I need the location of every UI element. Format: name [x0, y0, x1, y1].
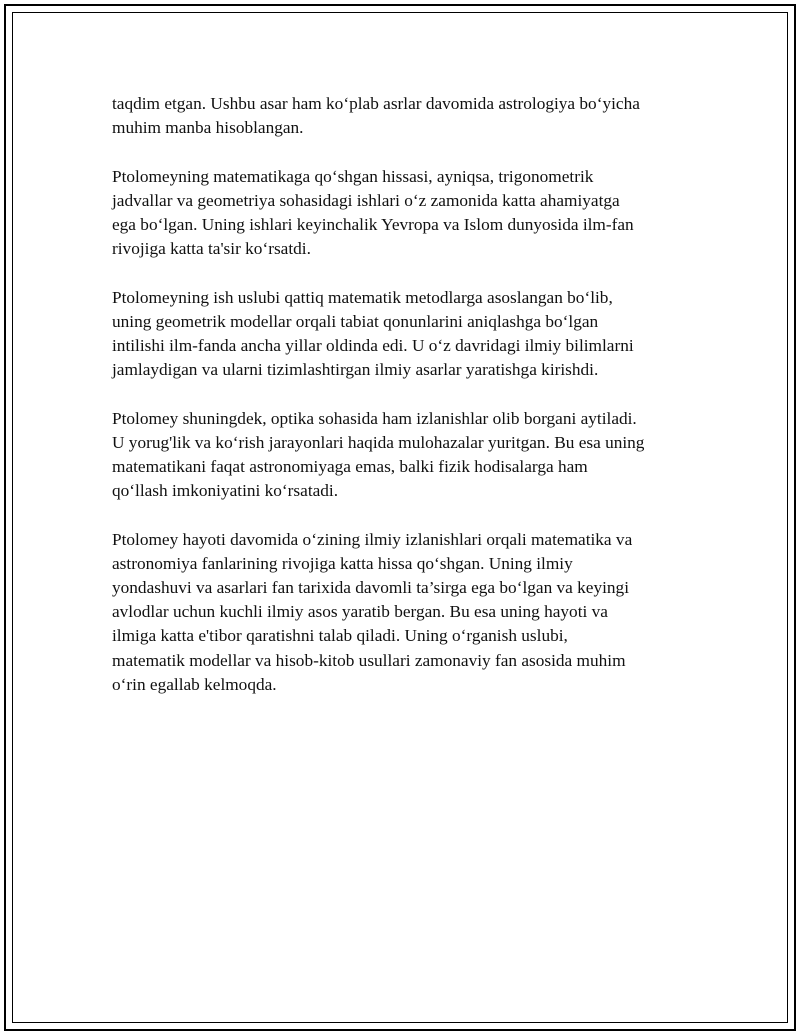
paragraph-2: Ptolomeyning matematikaga qo‘shgan hissasi, ayniqsa, trigonometrik jadvallar va geometriya sohasidagi ishlari o‘z zamonida katta ahamiyatga ega bo‘lgan. Uning ishlari keyinchalik Yevropa va Islom dunyosida ilm-fan rivojiga katta ta'sir ko‘rsatdi. [112, 166, 634, 259]
paragraph-3: Ptolomeyning ish uslubi qattiq matematik metodlarga asoslangan bo‘lib, uning geometrik modellar orqali tabiat qonunlarini aniqlashga bo‘lgan intilishi ilm-fanda ancha yillar oldinda edi. U o‘z davridagi ilmiy bilimlarni jamlaydigan va ularni tizimlashtirgan ilmiy asarlar yaratishga kirishdi. [112, 287, 634, 380]
paragraph-5: Ptolomey hayoti davomida o‘zining ilmiy izlanishlari orqali matematika va astronomiya fanlarining rivojiga katta hissa qo‘shgan. Uning ilmiy yondashuvi va asarlari fan tarixida davomli ta’sirga ega bo‘lgan va keyingi avlodlar uchun kuchli ilmiy asos yaratib bergan. Bu esa uning hayoti va ilmiga katta e'tibor qaratishni talab qiladi. Uning o‘rganish uslubi, matematik modellar va hisob-kitob usullari zamonaviy fan asosida muhim o‘rin egallab kelmoqda. [112, 529, 633, 694]
document-body [112, 92, 702, 721]
paragraph-1: taqdim etgan. Ushbu asar ham ko‘plab asrlar davomida astrologiya bo‘yicha muhim manba hisoblangan. [112, 94, 640, 138]
paragraph-4: Ptolomey shuningdek, optika sohasida ham izlanishlar olib borgani aytiladi. U yorug'lik va ko‘rish jarayonlari haqida mulohazalar yuritgan. Bu esa uning matematikani faqat astronomiyaga emas, balki fizik hodisalarga ham qo‘llash imkoniyatini ko‘rsatadi. [112, 408, 645, 501]
